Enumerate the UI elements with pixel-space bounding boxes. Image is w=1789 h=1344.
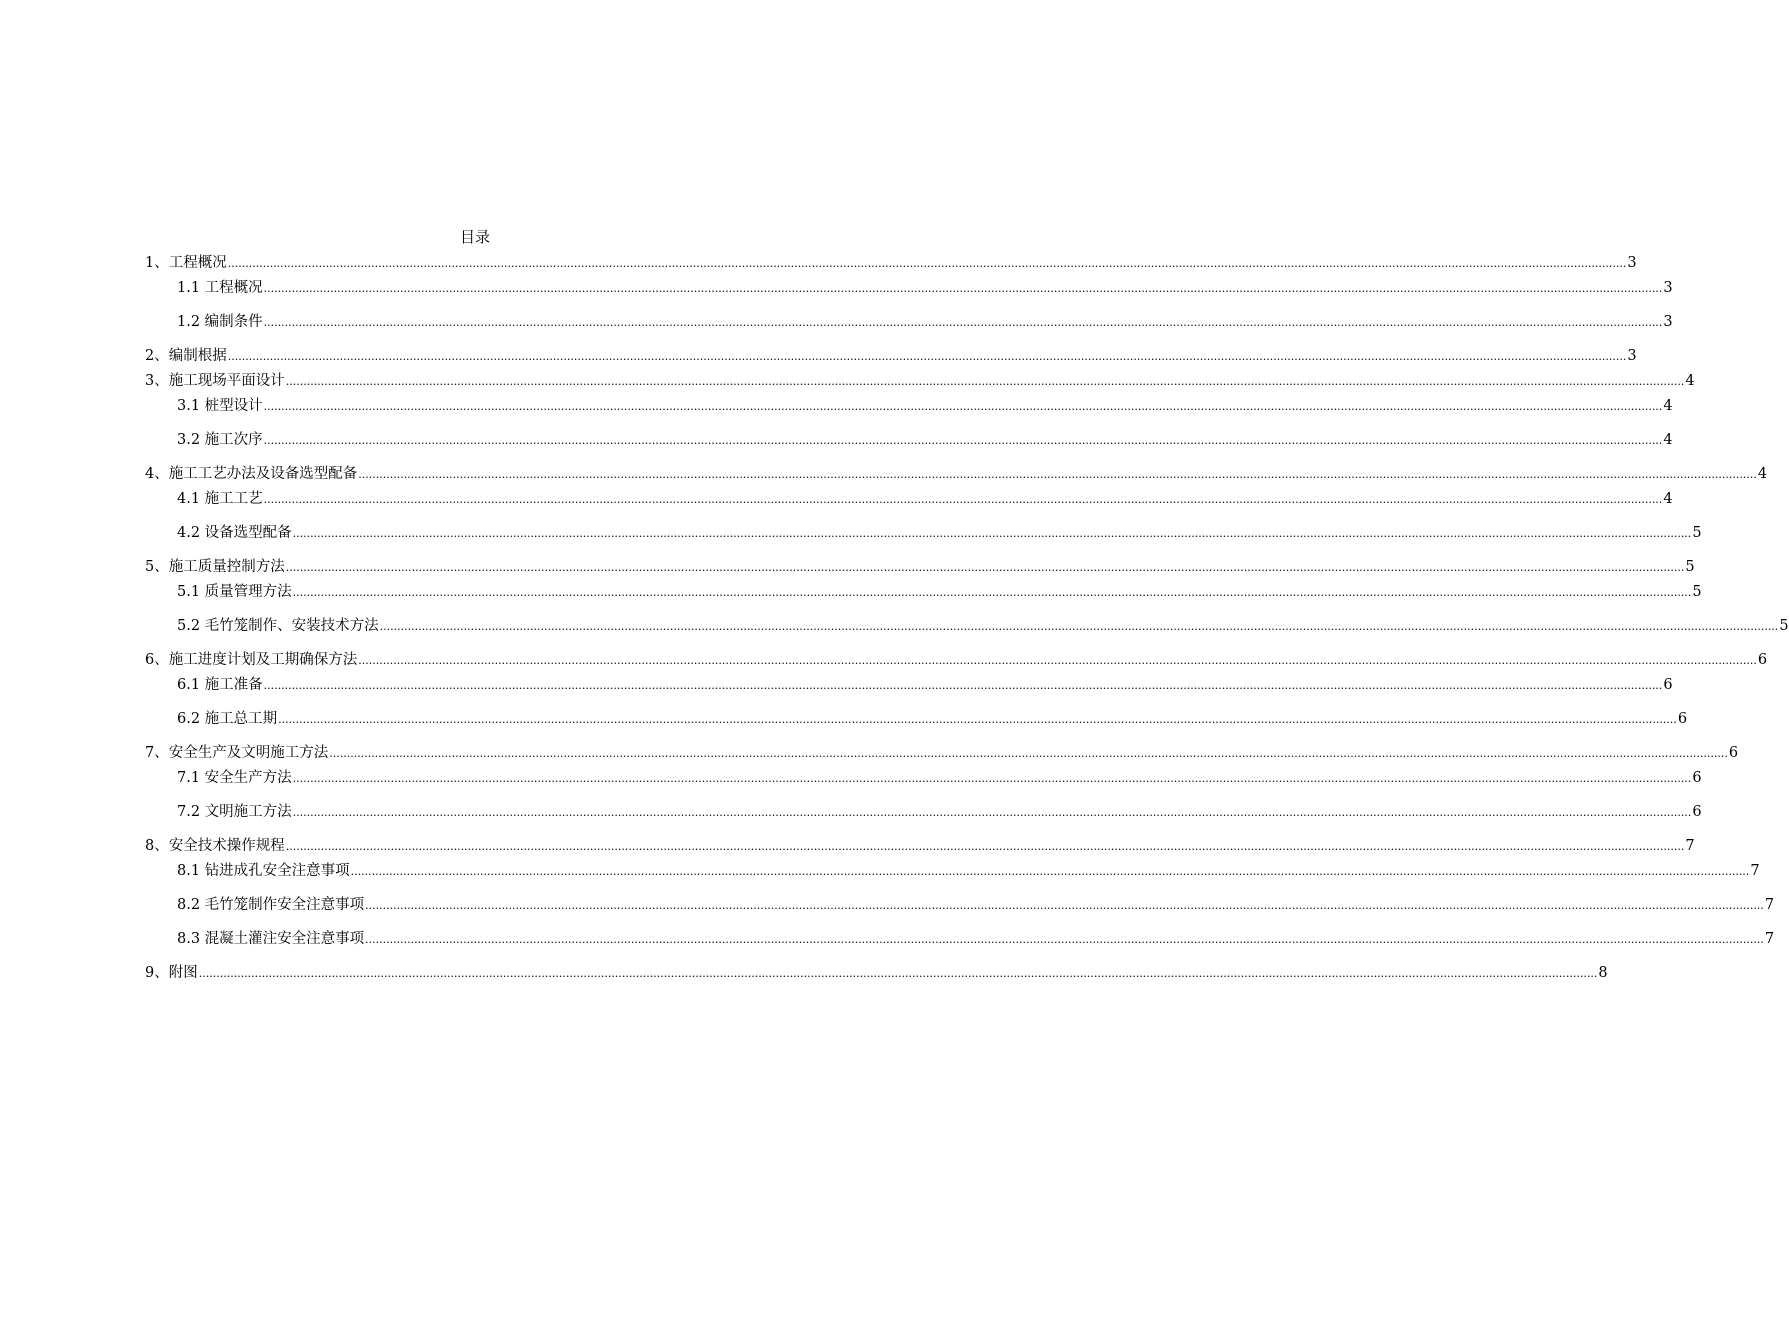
toc-entry-label: 3.1 桩型设计 xyxy=(177,398,263,414)
toc-title: 目录 xyxy=(459,228,490,246)
toc-entry-label: 7、安全生产及文明施工方法 xyxy=(145,745,329,761)
toc-entry-label: 8、安全技术操作规程 xyxy=(145,838,285,854)
toc-entry-label: 6.1 施工准备 xyxy=(177,677,263,693)
toc-entry[interactable] xyxy=(145,742,1739,762)
toc-entry-label: 5.2 毛竹笼制作、安装技术方法 xyxy=(177,618,379,634)
toc-entry-label: 9、附图 xyxy=(145,965,198,981)
toc-entry-page: 5 xyxy=(1692,525,1702,541)
toc-leader-dots: ................................................................................................................................................................................................................................................................................................................................................................................................................ xyxy=(263,493,1663,506)
toc-entry-page: 7 xyxy=(1750,863,1760,879)
toc-entry-page: 3 xyxy=(1627,348,1637,364)
toc-entry-page: 4 xyxy=(1757,466,1768,482)
toc-entry[interactable] xyxy=(145,835,1695,855)
toc-leader-dots: ................................................................................................................................................................................................................................................................................................................................................................................................................ xyxy=(350,865,1750,878)
toc-entry[interactable] xyxy=(145,649,1768,669)
toc-entry-page: 4 xyxy=(1685,373,1695,389)
toc-leader-dots: ................................................................................................................................................................................................................................................................................................................................................................................................................ xyxy=(292,772,1692,785)
toc-entry-label: 4.1 施工工艺 xyxy=(177,491,263,507)
toc-leader-dots: ................................................................................................................................................................................................................................................................................................................................................................................................................ xyxy=(379,620,1779,633)
toc-entry[interactable] xyxy=(177,894,1775,914)
toc-entry-page: 6 xyxy=(1692,770,1702,786)
toc-entry-label: 8.1 钻进成孔安全注意事项 xyxy=(177,863,350,879)
toc-leader-dots: ................................................................................................................................................................................................................................................................................................................................................................................................................ xyxy=(358,468,1757,481)
toc-entry-page: 5 xyxy=(1685,559,1695,575)
toc-entry-page: 6 xyxy=(1663,677,1673,693)
toc-leader-dots: ................................................................................................................................................................................................................................................................................................................................................................................................................ xyxy=(263,316,1663,329)
toc-entry[interactable] xyxy=(177,581,1702,601)
toc-entry-page: 4 xyxy=(1663,432,1673,448)
toc-entry[interactable] xyxy=(177,615,1789,635)
toc-entry[interactable] xyxy=(145,962,1608,982)
toc-leader-dots: ................................................................................................................................................................................................................................................................................................................................................................................................................ xyxy=(285,375,1685,388)
toc-entry[interactable] xyxy=(177,928,1775,948)
toc-entry-label: 5.1 质量管理方法 xyxy=(177,584,292,600)
toc-entry-label: 6、施工进度计划及工期确保方法 xyxy=(145,652,358,668)
toc-entry-label: 7.1 安全生产方法 xyxy=(177,770,292,786)
toc-entry-label: 3、施工现场平面设计 xyxy=(145,373,285,389)
toc-leader-dots: ................................................................................................................................................................................................................................................................................................................................................................................................................ xyxy=(292,586,1692,599)
toc-entry[interactable] xyxy=(177,801,1702,821)
toc-entry-label: 1.2 编制条件 xyxy=(177,314,263,330)
toc-entry-page: 7 xyxy=(1764,931,1775,947)
toc-entry[interactable] xyxy=(177,488,1673,508)
toc-entry-label: 8.2 毛竹笼制作安全注意事项 xyxy=(177,897,365,913)
toc-entry-page: 5 xyxy=(1692,584,1702,600)
toc-entry-page: 5 xyxy=(1779,618,1789,634)
toc-entry-page: 4 xyxy=(1663,491,1673,507)
toc-entry-label: 4、施工工艺办法及设备选型配备 xyxy=(145,466,358,482)
toc-entry-page: 3 xyxy=(1663,314,1673,330)
toc-entry-label: 1.1 工程概况 xyxy=(177,280,263,296)
toc-entry-label: 8.3 混凝土灌注安全注意事项 xyxy=(177,931,365,947)
toc-entry[interactable] xyxy=(145,370,1695,390)
toc-leader-dots: ................................................................................................................................................................................................................................................................................................................................................................................................................ xyxy=(263,434,1663,447)
toc-leader-dots: ................................................................................................................................................................................................................................................................................................................................................................................................................ xyxy=(285,840,1685,853)
toc-leader-dots: ................................................................................................................................................................................................................................................................................................................................................................................................................ xyxy=(358,654,1757,667)
toc-entry[interactable] xyxy=(177,277,1673,297)
toc-entry-page: 6 xyxy=(1677,711,1688,727)
toc-entry-label: 3.2 施工次序 xyxy=(177,432,263,448)
toc-leader-dots: ................................................................................................................................................................................................................................................................................................................................................................................................................ xyxy=(198,967,1598,980)
toc-leader-dots: ................................................................................................................................................................................................................................................................................................................................................................................................................ xyxy=(365,933,1764,946)
toc-entry[interactable] xyxy=(145,345,1637,365)
toc-entry-label: 5、施工质量控制方法 xyxy=(145,559,285,575)
toc-entry-label: 7.2 文明施工方法 xyxy=(177,804,292,820)
toc-entry-label: 2、编制根据 xyxy=(145,348,227,364)
toc-entry-page: 7 xyxy=(1685,838,1695,854)
toc-leader-dots: ................................................................................................................................................................................................................................................................................................................................................................................................................ xyxy=(365,899,1764,912)
toc-entry-page: 7 xyxy=(1764,897,1775,913)
toc-leader-dots: ................................................................................................................................................................................................................................................................................................................................................................................................................ xyxy=(292,527,1692,540)
toc-entry-label: 6.2 施工总工期 xyxy=(177,711,278,727)
toc-entry[interactable] xyxy=(177,860,1760,880)
toc-entry[interactable] xyxy=(145,252,1637,272)
toc-entry-page: 4 xyxy=(1663,398,1673,414)
toc-leader-dots: ................................................................................................................................................................................................................................................................................................................................................................................................................ xyxy=(227,257,1627,270)
toc-entry[interactable] xyxy=(177,311,1673,331)
toc-entry-label: 4.2 设备选型配备 xyxy=(177,525,292,541)
toc-entry[interactable] xyxy=(177,767,1702,787)
toc-leader-dots: ................................................................................................................................................................................................................................................................................................................................................................................................................ xyxy=(285,561,1685,574)
toc-entry[interactable] xyxy=(177,522,1702,542)
toc-leader-dots: ................................................................................................................................................................................................................................................................................................................................................................................................................ xyxy=(263,282,1663,295)
toc-leader-dots: ................................................................................................................................................................................................................................................................................................................................................................................................................ xyxy=(263,400,1663,413)
toc-entry-page: 6 xyxy=(1757,652,1768,668)
toc-entry[interactable] xyxy=(177,708,1688,728)
toc-leader-dots: ................................................................................................................................................................................................................................................................................................................................................................................................................ xyxy=(263,679,1663,692)
toc-entry-label: 1、工程概况 xyxy=(145,255,227,271)
toc-leader-dots: ................................................................................................................................................................................................................................................................................................................................................................................................................ xyxy=(278,713,1677,726)
toc-entry[interactable] xyxy=(145,463,1768,483)
toc-leader-dots: ................................................................................................................................................................................................................................................................................................................................................................................................................ xyxy=(329,747,1728,760)
toc-entry-page: 3 xyxy=(1663,280,1673,296)
toc-leader-dots: ................................................................................................................................................................................................................................................................................................................................................................................................................ xyxy=(227,350,1627,363)
toc-entry-page: 6 xyxy=(1692,804,1702,820)
toc-entry-page: 6 xyxy=(1728,745,1739,761)
toc-entry[interactable] xyxy=(145,556,1695,576)
toc-entry[interactable] xyxy=(177,674,1673,694)
toc-entry[interactable] xyxy=(177,429,1673,449)
toc-entry-page: 8 xyxy=(1598,965,1608,981)
toc-leader-dots: ................................................................................................................................................................................................................................................................................................................................................................................................................ xyxy=(292,806,1692,819)
toc-entry[interactable] xyxy=(177,395,1673,415)
toc-entry-page: 3 xyxy=(1627,255,1637,271)
